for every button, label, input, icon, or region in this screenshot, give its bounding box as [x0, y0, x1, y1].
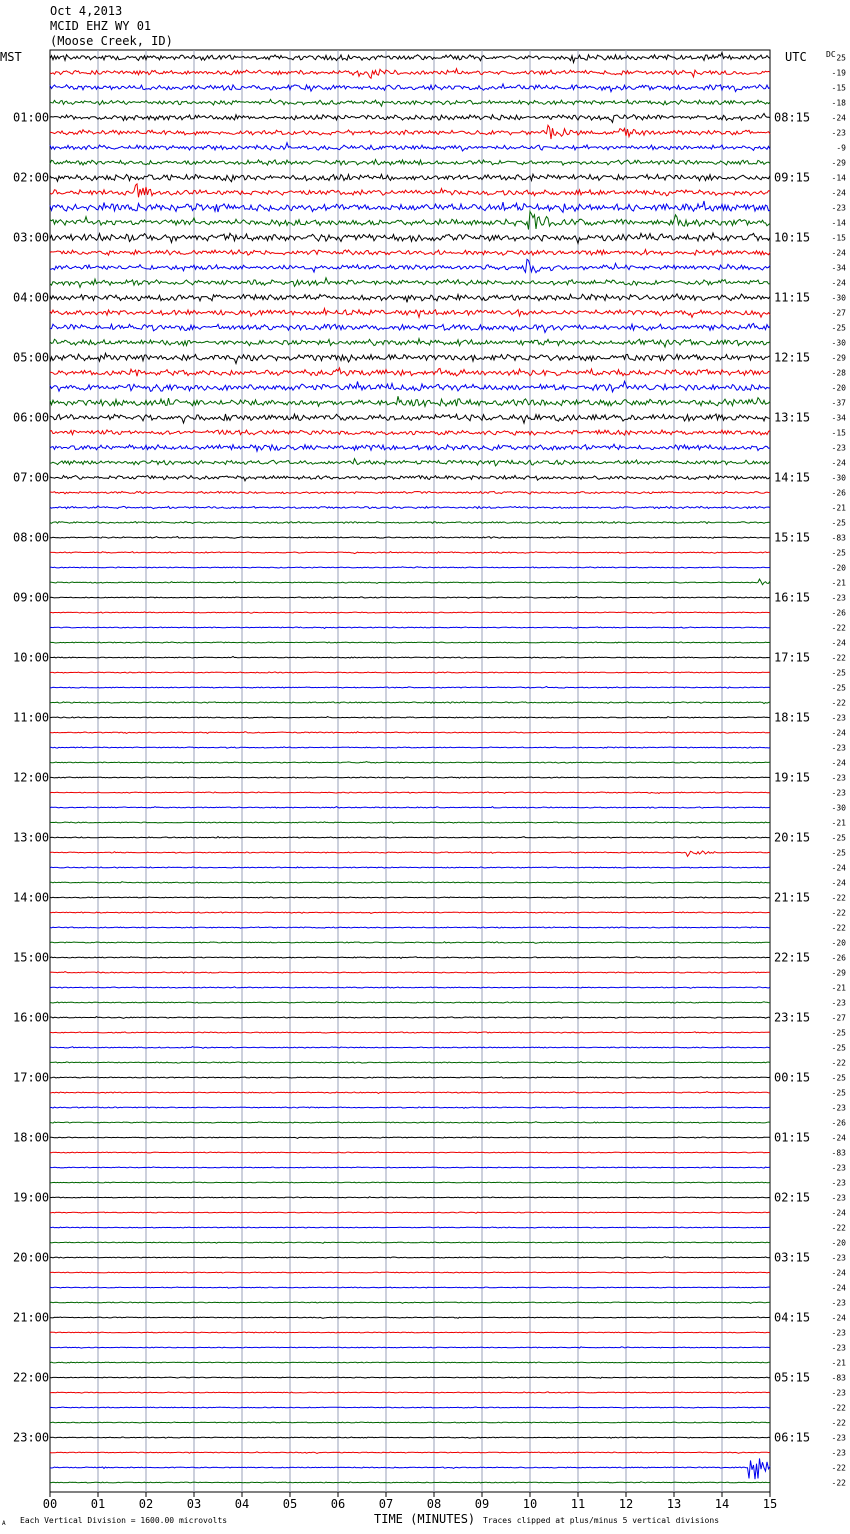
dc-offset-label: -24	[831, 728, 846, 738]
dc-offset-label: -23	[831, 773, 846, 783]
seismic-trace	[50, 459, 770, 466]
seismic-trace	[50, 1407, 770, 1408]
seismic-trace	[50, 762, 770, 764]
mst-hour-label: 14:00	[13, 890, 50, 905]
dc-offset-label: -24	[831, 248, 846, 258]
seismic-trace	[50, 597, 770, 599]
dc-offset-label: -30	[831, 473, 846, 483]
x-tick-label: 04	[234, 1497, 250, 1511]
dc-offset-label: -22	[831, 1223, 846, 1233]
mst-hour-label: 17:00	[13, 1070, 50, 1085]
x-tick-label: 09	[474, 1497, 490, 1511]
dc-offset-label: -19	[831, 68, 846, 78]
seismic-trace	[50, 125, 770, 139]
dc-offset-label: -30	[831, 338, 846, 348]
station-location: (Moose Creek, ID)	[50, 34, 173, 48]
seismic-trace	[50, 1197, 770, 1198]
utc-hour-label: 01:15	[774, 1130, 811, 1145]
dc-offset-label: -25	[831, 683, 846, 693]
dc-offset-label: -23	[831, 1448, 846, 1458]
mst-hour-label: 21:00	[13, 1310, 50, 1325]
dc-offset-label: -23	[831, 203, 846, 213]
mst-hour-label: 16:00	[13, 1010, 50, 1025]
utc-hour-label: 08:15	[774, 110, 811, 125]
dc-offset-label: -14	[831, 173, 846, 183]
dc-offset-label: -23	[831, 443, 846, 453]
seismic-trace	[50, 807, 770, 809]
utc-hour-label: 22:15	[774, 950, 811, 965]
dc-offset-label: -25	[831, 1088, 846, 1098]
seismic-trace	[50, 1272, 770, 1273]
dc-offset-label: -26	[831, 1118, 846, 1128]
utc-hour-label: 19:15	[774, 770, 811, 785]
seismic-trace	[50, 414, 770, 423]
mst-hour-label: 19:00	[13, 1190, 50, 1205]
seismic-trace	[50, 927, 770, 928]
seismic-trace	[50, 99, 770, 106]
seismic-trace	[50, 84, 770, 92]
mst-hour-label: 11:00	[13, 710, 50, 725]
x-tick-label: 08	[426, 1497, 442, 1511]
dc-offset-label: -25	[831, 833, 846, 843]
seismic-trace	[50, 1482, 770, 1483]
utc-hour-label: 15:15	[774, 530, 811, 545]
seismic-trace	[50, 1062, 770, 1064]
dc-offset-label: -22	[831, 623, 846, 633]
seismic-trace	[50, 627, 770, 629]
dc-offset-label: -22	[831, 653, 846, 663]
station-code: MCID EHZ WY 01	[50, 19, 152, 33]
seismic-trace	[50, 1047, 770, 1049]
vertical-division-note: Each Vertical Division = 1600.00 microvolts	[20, 1516, 228, 1525]
dc-offset-label: -9	[836, 143, 846, 153]
seismic-trace	[50, 702, 770, 704]
seismic-trace	[50, 444, 770, 451]
seismic-trace	[50, 212, 770, 230]
seismic-trace	[50, 552, 770, 554]
seismic-trace	[50, 672, 770, 673]
mst-hour-label: 12:00	[13, 770, 50, 785]
seismic-trace	[50, 1392, 770, 1393]
seismic-trace	[50, 1107, 770, 1108]
seismic-trace	[50, 250, 770, 256]
seismic-trace	[50, 143, 770, 151]
seismic-trace	[50, 957, 770, 959]
seismic-trace	[50, 294, 770, 303]
seismic-trace	[50, 732, 770, 734]
seismic-trace	[50, 642, 770, 643]
seismic-trace	[50, 1077, 770, 1078]
dc-offset-label: -29	[831, 353, 846, 363]
mst-hour-label: 09:00	[13, 590, 50, 605]
seismic-trace	[50, 1257, 770, 1259]
seismic-trace	[50, 837, 770, 839]
seismic-trace	[50, 381, 770, 392]
seismic-trace	[50, 792, 770, 794]
dc-offset-label: -22	[831, 1058, 846, 1068]
dc-offset-label: 25	[836, 53, 846, 63]
dc-offset-label: -21	[831, 983, 846, 993]
seismic-trace	[50, 1182, 770, 1183]
seismic-trace	[50, 278, 770, 288]
x-tick-label: 10	[522, 1497, 538, 1511]
dc-offset-label: -24	[831, 278, 846, 288]
dc-offset-label: -22	[831, 923, 846, 933]
utc-hour-label: 09:15	[774, 170, 811, 185]
seismic-trace	[50, 1137, 770, 1138]
dc-offset-label: -24	[831, 638, 846, 648]
utc-hour-label: 20:15	[774, 830, 811, 845]
mst-hour-label: 03:00	[13, 230, 50, 245]
dc-offset-label: -23	[831, 788, 846, 798]
mst-hour-label: 08:00	[13, 530, 50, 545]
seismic-trace	[50, 339, 770, 347]
utc-hour-label: 12:15	[774, 350, 811, 365]
utc-hour-label: 14:15	[774, 470, 811, 485]
seismic-trace	[50, 506, 770, 509]
dc-offset-label: -30	[831, 803, 846, 813]
x-tick-label: 03	[186, 1497, 202, 1511]
mst-hour-label: 01:00	[13, 110, 50, 125]
dc-offset-label: -24	[831, 758, 846, 768]
dc-offset-label: -37	[831, 398, 846, 408]
dc-offset-label: -27	[831, 1013, 846, 1023]
x-tick-label: 14	[714, 1497, 730, 1511]
utc-hour-label: 18:15	[774, 710, 811, 725]
seismic-trace	[50, 882, 770, 883]
seismic-trace	[50, 368, 770, 376]
dc-offset-label: -23	[831, 1433, 846, 1443]
seismic-trace	[50, 323, 770, 332]
dc-offset-label: -24	[831, 113, 846, 123]
x-tick-label: 00	[42, 1497, 58, 1511]
dc-offset-label: -83	[831, 1148, 846, 1158]
seismic-trace	[50, 987, 770, 988]
utc-hour-label: 13:15	[774, 410, 811, 425]
seismic-trace	[50, 1092, 770, 1094]
seismic-trace	[50, 579, 770, 585]
dc-offset-label: -21	[831, 578, 846, 588]
seismic-trace	[50, 687, 770, 689]
seismic-trace	[50, 1422, 770, 1423]
seismic-trace	[50, 114, 770, 123]
footer-mark: A	[2, 1520, 6, 1527]
seismic-trace	[50, 912, 770, 914]
dc-offset-label: -34	[831, 263, 846, 273]
seismic-trace	[50, 53, 770, 63]
dc-offset-label: -23	[831, 1193, 846, 1203]
mst-hour-label: 18:00	[13, 1130, 50, 1145]
seismic-trace	[50, 537, 770, 539]
utc-hour-label: 02:15	[774, 1190, 811, 1205]
x-tick-label: 01	[90, 1497, 106, 1511]
dc-offset-label: -20	[831, 383, 846, 393]
seismic-trace	[50, 174, 770, 182]
seismic-trace	[50, 567, 770, 568]
dc-offset-label: -20	[831, 563, 846, 573]
utc-hour-label: 03:15	[774, 1250, 811, 1265]
seismic-trace	[50, 1002, 770, 1003]
x-tick-label: 02	[138, 1497, 154, 1511]
utc-hour-label: 05:15	[774, 1370, 811, 1385]
dc-offset-label: -25	[831, 1043, 846, 1053]
seismic-trace	[50, 1317, 770, 1319]
plot-date: Oct 4,2013	[50, 4, 123, 18]
dc-offset-label: -23	[831, 1388, 846, 1398]
seismic-trace	[50, 1212, 770, 1213]
dc-offset-label: -24	[831, 1313, 846, 1323]
mst-hour-label: 13:00	[13, 830, 50, 845]
seismic-trace	[50, 1167, 770, 1168]
dc-offset-label: -20	[831, 938, 846, 948]
dc-offset-label: -24	[831, 458, 846, 468]
seismic-trace	[50, 822, 770, 824]
seismic-trace	[50, 1152, 770, 1153]
utc-hour-label: 23:15	[774, 1010, 811, 1025]
dc-offset-label: -14	[831, 218, 846, 228]
dc-offset-label: -26	[831, 953, 846, 963]
seismic-trace	[50, 1362, 770, 1363]
seismic-trace	[50, 897, 770, 898]
x-tick-label: 15	[762, 1497, 778, 1511]
seismic-trace	[50, 1122, 770, 1123]
seismic-trace	[50, 1332, 770, 1333]
seismic-trace	[50, 353, 770, 363]
seismic-trace	[50, 160, 770, 166]
dc-offset-label: -83	[831, 1373, 846, 1383]
seismic-trace	[50, 851, 770, 857]
seismic-trace	[50, 747, 770, 748]
dc-offset-label: -23	[831, 713, 846, 723]
dc-offset-label: -25	[831, 1073, 846, 1083]
seismic-trace	[50, 522, 770, 524]
seismic-trace	[50, 1458, 770, 1479]
dc-offset-label: -24	[831, 1208, 846, 1218]
utc-hour-label: 10:15	[774, 230, 811, 245]
seismic-trace	[50, 777, 770, 778]
dc-offset-label: -23	[831, 1343, 846, 1353]
seismic-trace	[50, 717, 770, 719]
seismic-trace	[50, 1437, 770, 1438]
dc-offset-label: -23	[831, 743, 846, 753]
seismic-trace	[50, 612, 770, 613]
dc-offset-label: -15	[831, 428, 846, 438]
seismic-trace	[50, 430, 770, 435]
dc-offset-label: -24	[831, 188, 846, 198]
dc-offset-label: -23	[831, 1163, 846, 1173]
dc-offset-label: -23	[831, 1298, 846, 1308]
dc-offset-label: -24	[831, 1133, 846, 1143]
dc-offset-label: -25	[831, 548, 846, 558]
dc-offset-label: -22	[831, 1478, 846, 1488]
dc-offset-label: -23	[831, 128, 846, 138]
utc-hour-label: 21:15	[774, 890, 811, 905]
mst-hour-label: 15:00	[13, 950, 50, 965]
dc-offset-label: -22	[831, 908, 846, 918]
x-tick-label: 05	[282, 1497, 298, 1511]
dc-offset-label: -24	[831, 878, 846, 888]
dc-offset-label: -83	[831, 533, 846, 543]
dc-offset-label: -21	[831, 503, 846, 513]
dc-offset-label: -28	[831, 368, 846, 378]
right-timezone-label: UTC	[785, 50, 807, 64]
dc-offset-label: -34	[831, 413, 846, 423]
mst-hour-label: 10:00	[13, 650, 50, 665]
seismic-trace	[50, 657, 770, 659]
dc-offset-label: -24	[831, 1283, 846, 1293]
dc-offset-label: -22	[831, 698, 846, 708]
dc-offset-label: -25	[831, 848, 846, 858]
seismic-trace	[50, 972, 770, 974]
dc-offset-label: -23	[831, 1103, 846, 1113]
seismic-trace	[50, 69, 770, 79]
dc-offset-label: -29	[831, 968, 846, 978]
seismic-trace	[50, 1227, 770, 1228]
dc-offset-label: -24	[831, 1268, 846, 1278]
dc-offset-label: -22	[831, 1418, 846, 1428]
dc-label: DC	[826, 50, 836, 59]
x-tick-label: 11	[570, 1497, 586, 1511]
dc-offset-label: -21	[831, 1358, 846, 1368]
seismic-trace	[50, 942, 770, 944]
seismic-trace	[50, 201, 770, 212]
seismic-trace	[50, 867, 770, 868]
seismic-trace	[50, 259, 770, 272]
mst-hour-label: 22:00	[13, 1370, 50, 1385]
seismic-trace	[50, 1287, 770, 1288]
mst-hour-label: 07:00	[13, 470, 50, 485]
seismic-trace	[50, 396, 770, 406]
seismic-trace	[50, 233, 770, 243]
utc-hour-label: 06:15	[774, 1430, 811, 1445]
seismic-trace	[50, 1017, 770, 1019]
seismic-trace	[50, 475, 770, 480]
left-timezone-label: MST	[0, 50, 22, 64]
dc-offset-label: -29	[831, 158, 846, 168]
dc-offset-label: -25	[831, 668, 846, 678]
seismic-trace	[50, 184, 770, 197]
clipping-note: Traces clipped at plus/minus 5 vertical divisions	[483, 1516, 720, 1525]
seismic-trace	[50, 1347, 770, 1348]
dc-offset-label: -15	[831, 233, 846, 243]
dc-offset-label: -26	[831, 488, 846, 498]
x-axis-title: TIME (MINUTES)	[374, 1512, 476, 1526]
seismic-trace	[50, 1452, 770, 1454]
seismic-trace	[50, 309, 770, 318]
mst-hour-label: 20:00	[13, 1250, 50, 1265]
dc-offset-label: -23	[831, 1328, 846, 1338]
dc-offset-label: -24	[831, 863, 846, 873]
x-tick-label: 07	[378, 1497, 394, 1511]
dc-offset-label: -22	[831, 1463, 846, 1473]
dc-offset-label: -25	[831, 323, 846, 333]
seismic-trace	[50, 491, 770, 494]
utc-hour-label: 17:15	[774, 650, 811, 665]
mst-hour-label: 05:00	[13, 350, 50, 365]
seismic-trace	[50, 1032, 770, 1033]
mst-hour-label: 04:00	[13, 290, 50, 305]
mst-hour-label: 23:00	[13, 1430, 50, 1445]
x-tick-label: 06	[330, 1497, 346, 1511]
utc-hour-label: 04:15	[774, 1310, 811, 1325]
x-tick-label: 13	[666, 1497, 682, 1511]
seismic-trace	[50, 1242, 770, 1243]
dc-offset-label: -26	[831, 608, 846, 618]
x-tick-label: 12	[618, 1497, 634, 1511]
utc-hour-label: 00:15	[774, 1070, 811, 1085]
dc-offset-label: -20	[831, 1238, 846, 1248]
utc-hour-label: 11:15	[774, 290, 811, 305]
dc-offset-label: -23	[831, 593, 846, 603]
seismic-trace	[50, 1302, 770, 1303]
dc-offset-label: -23	[831, 1253, 846, 1263]
dc-offset-label: -25	[831, 1028, 846, 1038]
dc-offset-label: -23	[831, 1178, 846, 1188]
dc-offset-label: -27	[831, 308, 846, 318]
dc-offset-label: -18	[831, 98, 846, 108]
dc-offset-label: -25	[831, 518, 846, 528]
mst-hour-label: 02:00	[13, 170, 50, 185]
mst-hour-label: 06:00	[13, 410, 50, 425]
dc-offset-label: -23	[831, 998, 846, 1008]
dc-offset-label: -22	[831, 893, 846, 903]
dc-offset-label: -21	[831, 818, 846, 828]
dc-offset-label: -30	[831, 293, 846, 303]
seismic-trace	[50, 1377, 770, 1378]
dc-offset-label: -22	[831, 1403, 846, 1413]
dc-offset-label: -15	[831, 83, 846, 93]
utc-hour-label: 16:15	[774, 590, 811, 605]
